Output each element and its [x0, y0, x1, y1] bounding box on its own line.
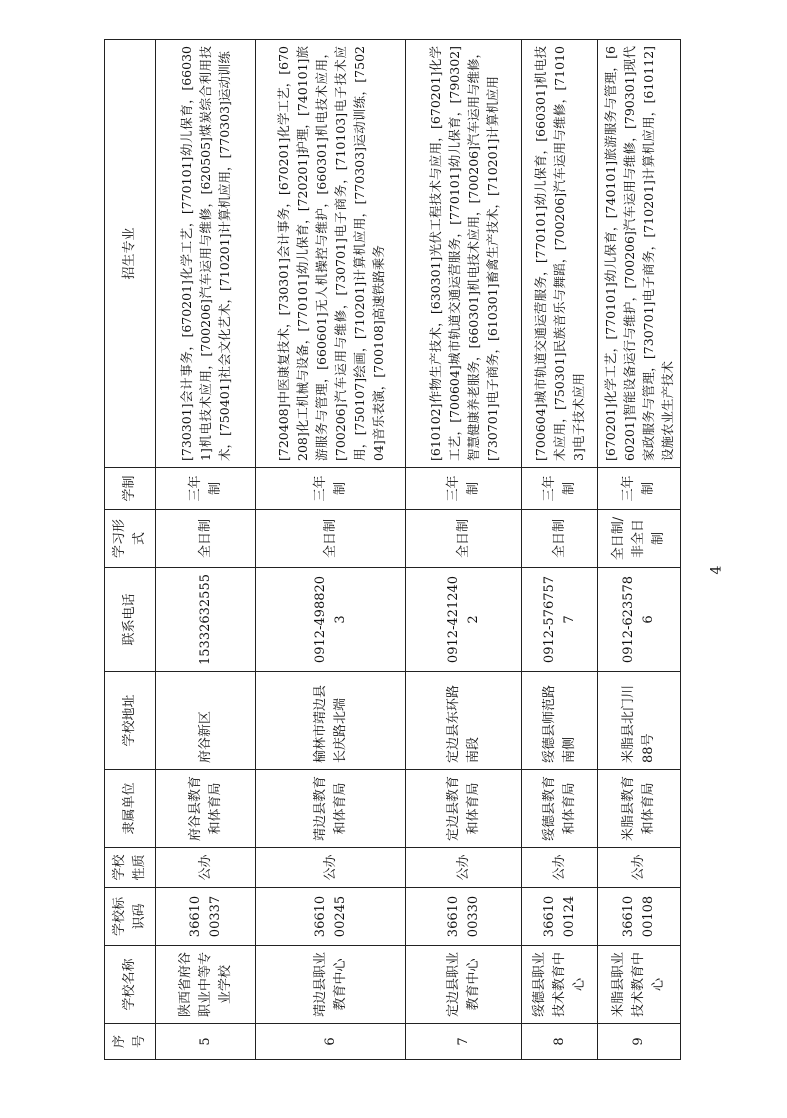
cell-authority: 府谷县教育和体育局 — [156, 770, 256, 848]
cell-address: 米脂县北门川88号 — [598, 672, 681, 770]
cell-nature: 公办 — [406, 848, 522, 888]
cell-study-mode: 全日制 — [522, 510, 598, 568]
cell-address: 榆林市靖边县长庆路北端 — [256, 672, 406, 770]
header-study-mode: 学习形式 — [105, 510, 156, 568]
cell-school-code: 3661000330 — [406, 888, 522, 946]
header-authority: 隶属单位 — [105, 770, 156, 848]
header-duration: 学制 — [105, 468, 156, 510]
cell-school-name: 陕西省府谷职业中等专业学校 — [156, 946, 256, 1024]
cell-nature: 公办 — [598, 848, 681, 888]
cell-index: 6 — [256, 1024, 406, 1060]
table-row — [406, 40, 522, 1060]
cell-duration: 三年制 — [156, 468, 256, 510]
cell-authority: 靖边县教育和体育局 — [256, 770, 406, 848]
cell-duration: 三年制 — [522, 468, 598, 510]
cell-school-code: 3661000337 — [156, 888, 256, 946]
cell-school-name: 靖边县职业教育中心 — [256, 946, 406, 1024]
header-address: 学校地址 — [105, 672, 156, 770]
cell-phone: 0912-6235786 — [598, 568, 681, 672]
cell-phone: 0912-5767577 — [522, 568, 598, 672]
table-row — [598, 40, 681, 1060]
cell-nature: 公办 — [256, 848, 406, 888]
table-row — [256, 40, 406, 1060]
school-enrollment-table — [104, 39, 681, 1060]
header-nature: 学校性质 — [105, 848, 156, 888]
cell-school-code: 3661000108 — [598, 888, 681, 946]
cell-study-mode: 全日制 — [256, 510, 406, 568]
cell-authority: 米脂县教育和体育局 — [598, 770, 681, 848]
cell-duration: 三年制 — [406, 468, 522, 510]
header-school-code: 学校标识码 — [105, 888, 156, 946]
cell-authority: 绥德县教育和体育局 — [522, 770, 598, 848]
cell-nature: 公办 — [522, 848, 598, 888]
cell-nature: 公办 — [156, 848, 256, 888]
cell-school-name: 米脂县职业技术教育中心 — [598, 946, 681, 1024]
cell-index: 7 — [406, 1024, 522, 1060]
header-index: 序号 — [105, 1024, 156, 1060]
cell-study-mode: 全日制/非全日制 — [598, 510, 681, 568]
cell-study-mode: 全日制 — [156, 510, 256, 568]
cell-address: 绥德县师范路南侧 — [522, 672, 598, 770]
page-number: 4 — [708, 565, 725, 575]
cell-school-name: 绥德县职业技术教育中心 — [522, 946, 598, 1024]
header-phone: 联系电话 — [105, 568, 156, 672]
cell-majors: [700604]城市轨道交通运营服务，[770101]幼儿保育，[660301]机电技术应用，[750301]民族音乐与舞蹈，[700206]汽车运用与维修，[710103]电子技术应用 — [522, 40, 598, 468]
cell-index: 8 — [522, 1024, 598, 1060]
cell-school-name: 定边县职业教育中心 — [406, 946, 522, 1024]
cell-index: 9 — [598, 1024, 681, 1060]
cell-majors: [610102]作物生产技术，[630301]光伏工程技术与应用，[670201]化学工艺，[700604]城市轨道交通运营服务，[770101]幼儿保育，[790302]智慧健康养老服务，[660301]机电技术应用，[700206]汽车运用与维修，[730701]电子商务，[610301]畜禽生产技术，[710201]计算机应用 — [406, 40, 522, 468]
enrollment-table-sheet — [104, 40, 675, 1060]
cell-duration: 三年制 — [256, 468, 406, 510]
cell-phone: 0912-4212402 — [406, 568, 522, 672]
cell-address: 府谷新区 — [156, 672, 256, 770]
cell-school-code: 3661000245 — [256, 888, 406, 946]
table-row — [522, 40, 598, 1060]
cell-majors: [720408]中医康复技术，[730301]会计事务，[670201]化学工艺，[670208]化工机械与设备，[770101]幼儿保育，[720201]护理，[740101]旅游服务与管理，[660601]无人机操控与维护，[660301]机电技术应用，[700206]汽车运用与维修，[730701]电子商务，[710103]电子技术应用，[750107]绘画，[710201]计算机应用，[770303]运动训练，[750204]音乐表演，[700108]高速铁路乘务 — [256, 40, 406, 468]
cell-phone: 0912-4988203 — [256, 568, 406, 672]
cell-authority: 定边县教育和体育局 — [406, 770, 522, 848]
table-row — [156, 40, 256, 1060]
cell-study-mode: 全日制 — [406, 510, 522, 568]
cell-duration: 三年制 — [598, 468, 681, 510]
cell-school-code: 3661000124 — [522, 888, 598, 946]
cell-phone: 15332632555 — [156, 568, 256, 672]
cell-majors: [670201]化学工艺，[770101]幼儿保育，[740101]旅游服务与管理，[660201]智能设备运行与维护，[700206]汽车运用与维修，[790301]现代家政服务与管理，[730701]电子商务，[710201]计算机应用，[610112]设施农业生产技术 — [598, 40, 681, 468]
cell-address: 定边县东环路南段 — [406, 672, 522, 770]
cell-index: 5 — [156, 1024, 256, 1060]
header-majors: 招生专业 — [105, 40, 156, 468]
header-school-name: 学校名称 — [105, 946, 156, 1024]
table-header-row — [105, 40, 156, 1060]
cell-majors: [730301]会计事务，[670201]化学工艺，[770101]幼儿保育，[660301]机电技术应用，[700206]汽车运用与维修，[620505]煤炭综合利用技术，[750401]社会文化艺术，[710201]计算机应用，[770303]运动训练 — [156, 40, 256, 468]
